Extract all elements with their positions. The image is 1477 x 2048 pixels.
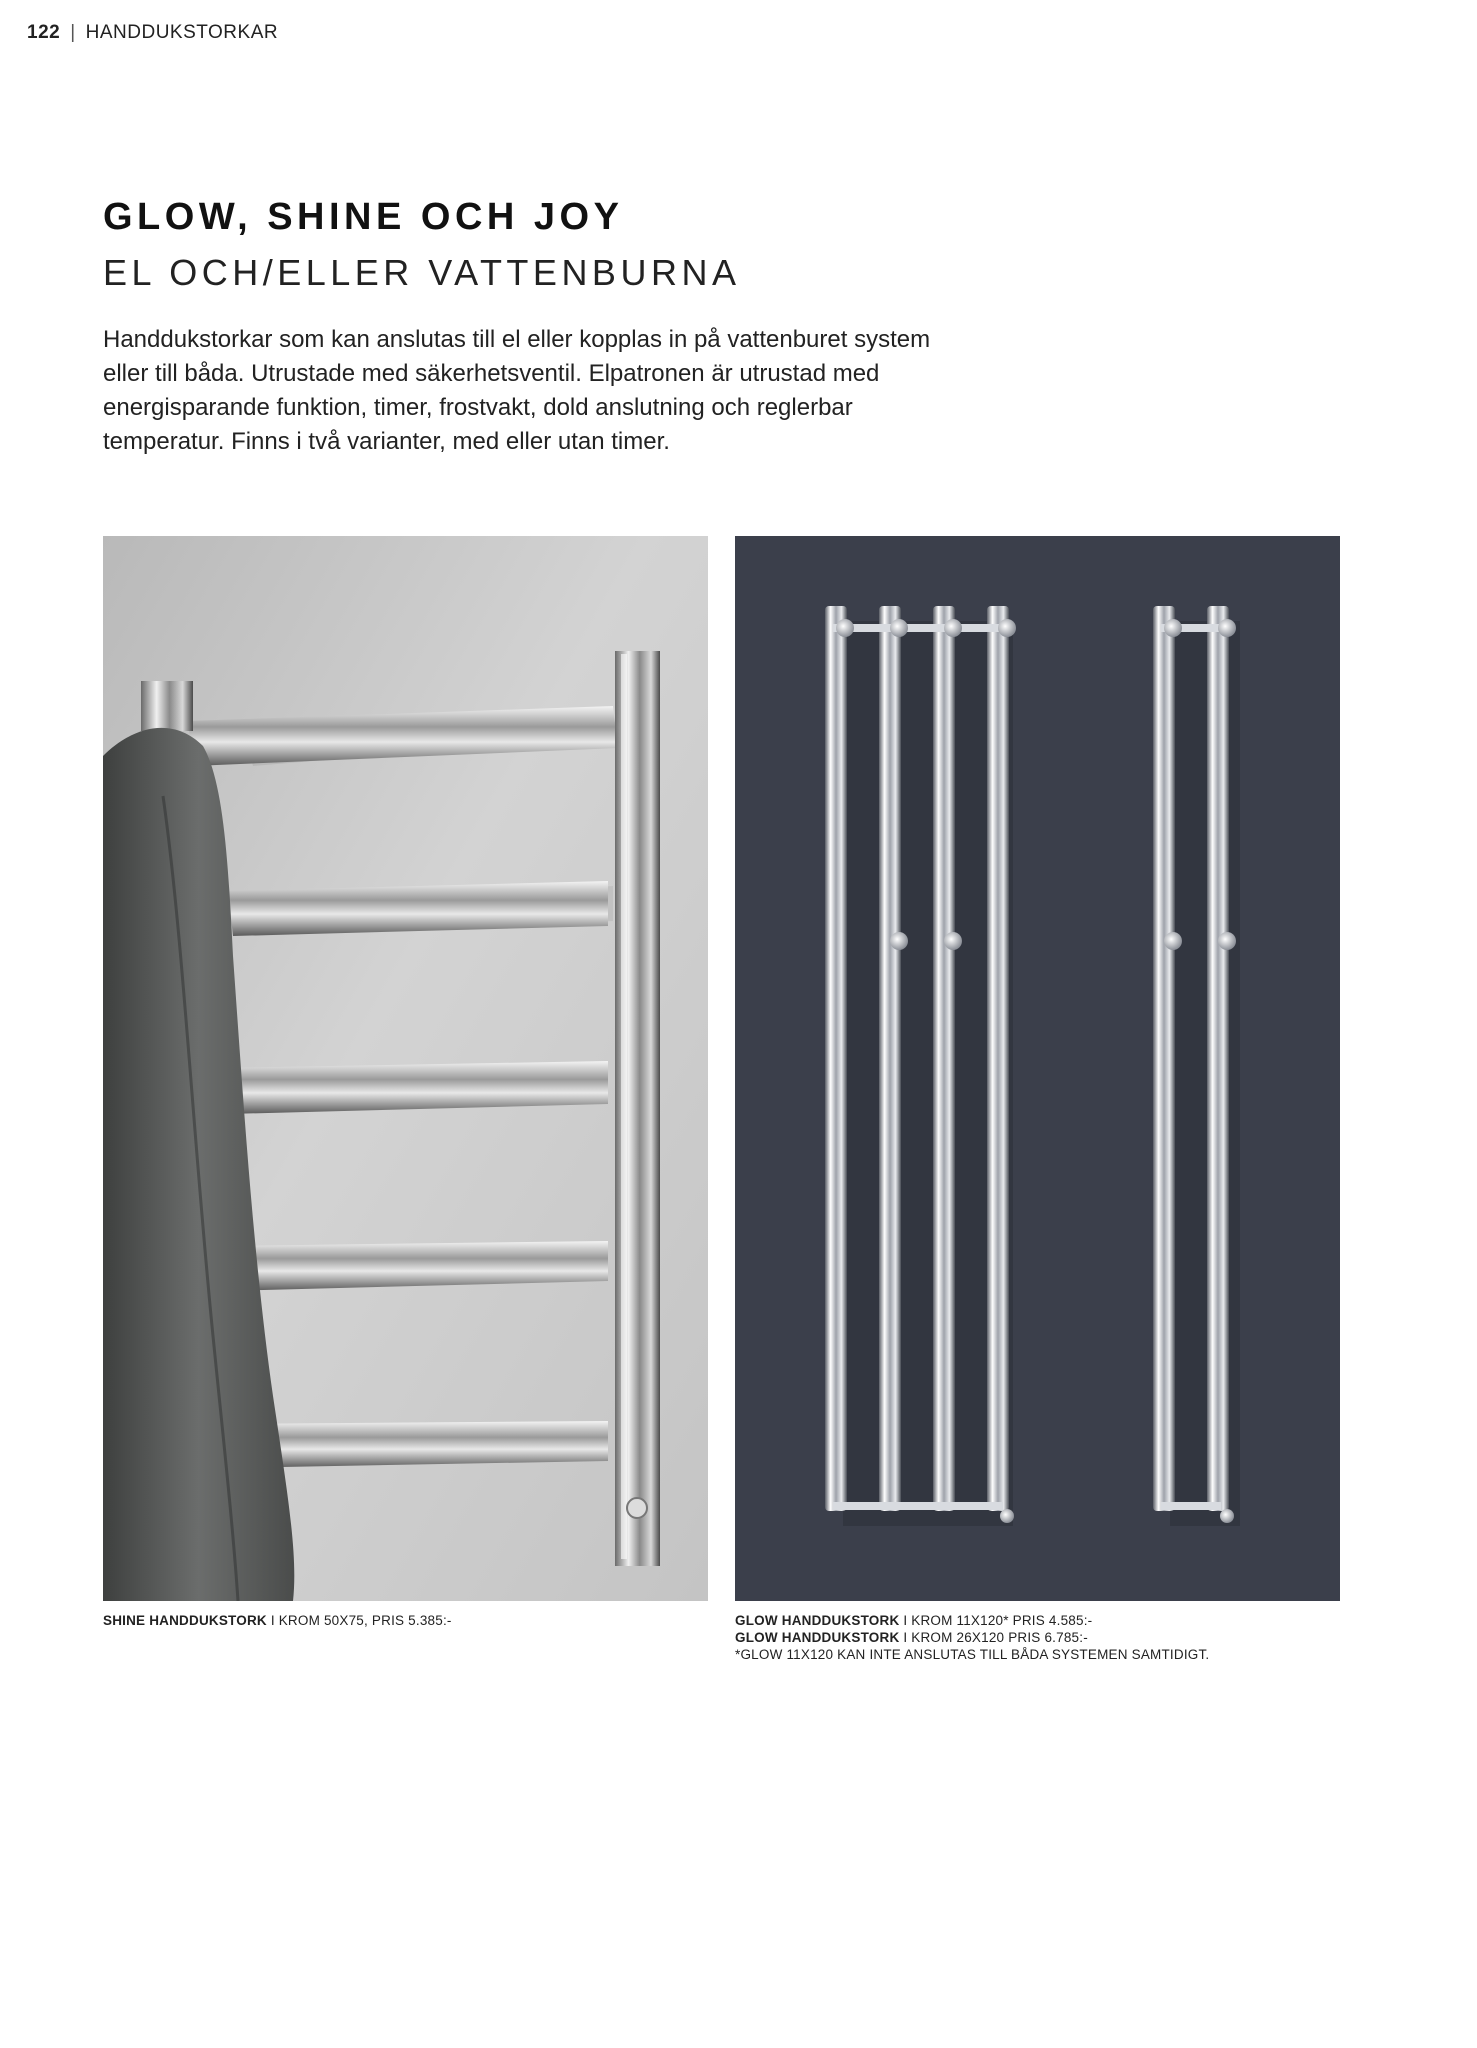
article-title: GLOW, SHINE OCH JOY [103,196,624,238]
glow-photo-illustration [735,536,1340,1601]
page-number: 122 [27,22,61,43]
caption-product-name: GLOW HANDDUKSTORK [735,1630,900,1645]
caption-line [103,1612,452,1629]
caption-glow [735,1612,1209,1663]
article-subtitle: EL OCH/ELLER VATTENBURNA [103,252,741,293]
shine-towel-rail-photo [103,536,708,1601]
caption-product-name: GLOW HANDDUKSTORK [735,1613,900,1628]
section-name: HANDDUKSTORKAR [85,22,279,43]
caption-details: I KROM 26X120 PRIS 6.785:- [899,1630,1088,1645]
running-head [27,22,278,44]
glow-towel-rails-photo [735,536,1340,1601]
caption-product-name: SHINE HANDDUKSTORK [103,1613,267,1628]
header-separator: | [70,22,76,43]
caption-details: I KROM 11X120* PRIS 4.585:- [899,1613,1093,1628]
caption-details: I KROM 50X75, PRIS 5.385:- [266,1613,452,1628]
caption-line [735,1629,1209,1646]
caption-line [735,1612,1209,1629]
caption-shine [103,1612,452,1629]
shine-photo-illustration [103,536,708,1601]
intro-paragraph: Handdukstorkar som kan anslutas till el eller kopplas in på vattenburet system eller till båda. Utrustade med säkerhetsventil. Elpatronen är utrustad med energisparande funktion, timer, frostvakt, dold anslutning och reglerbar temperatur. Finns i två varianter, med eller utan timer. [103,326,931,455]
caption-details: *GLOW 11X120 KAN INTE ANSLUTAS TILL BÅDA SYSTEMEN SAMTIDIGT. [735,1647,1210,1662]
caption-footnote [735,1646,1209,1663]
